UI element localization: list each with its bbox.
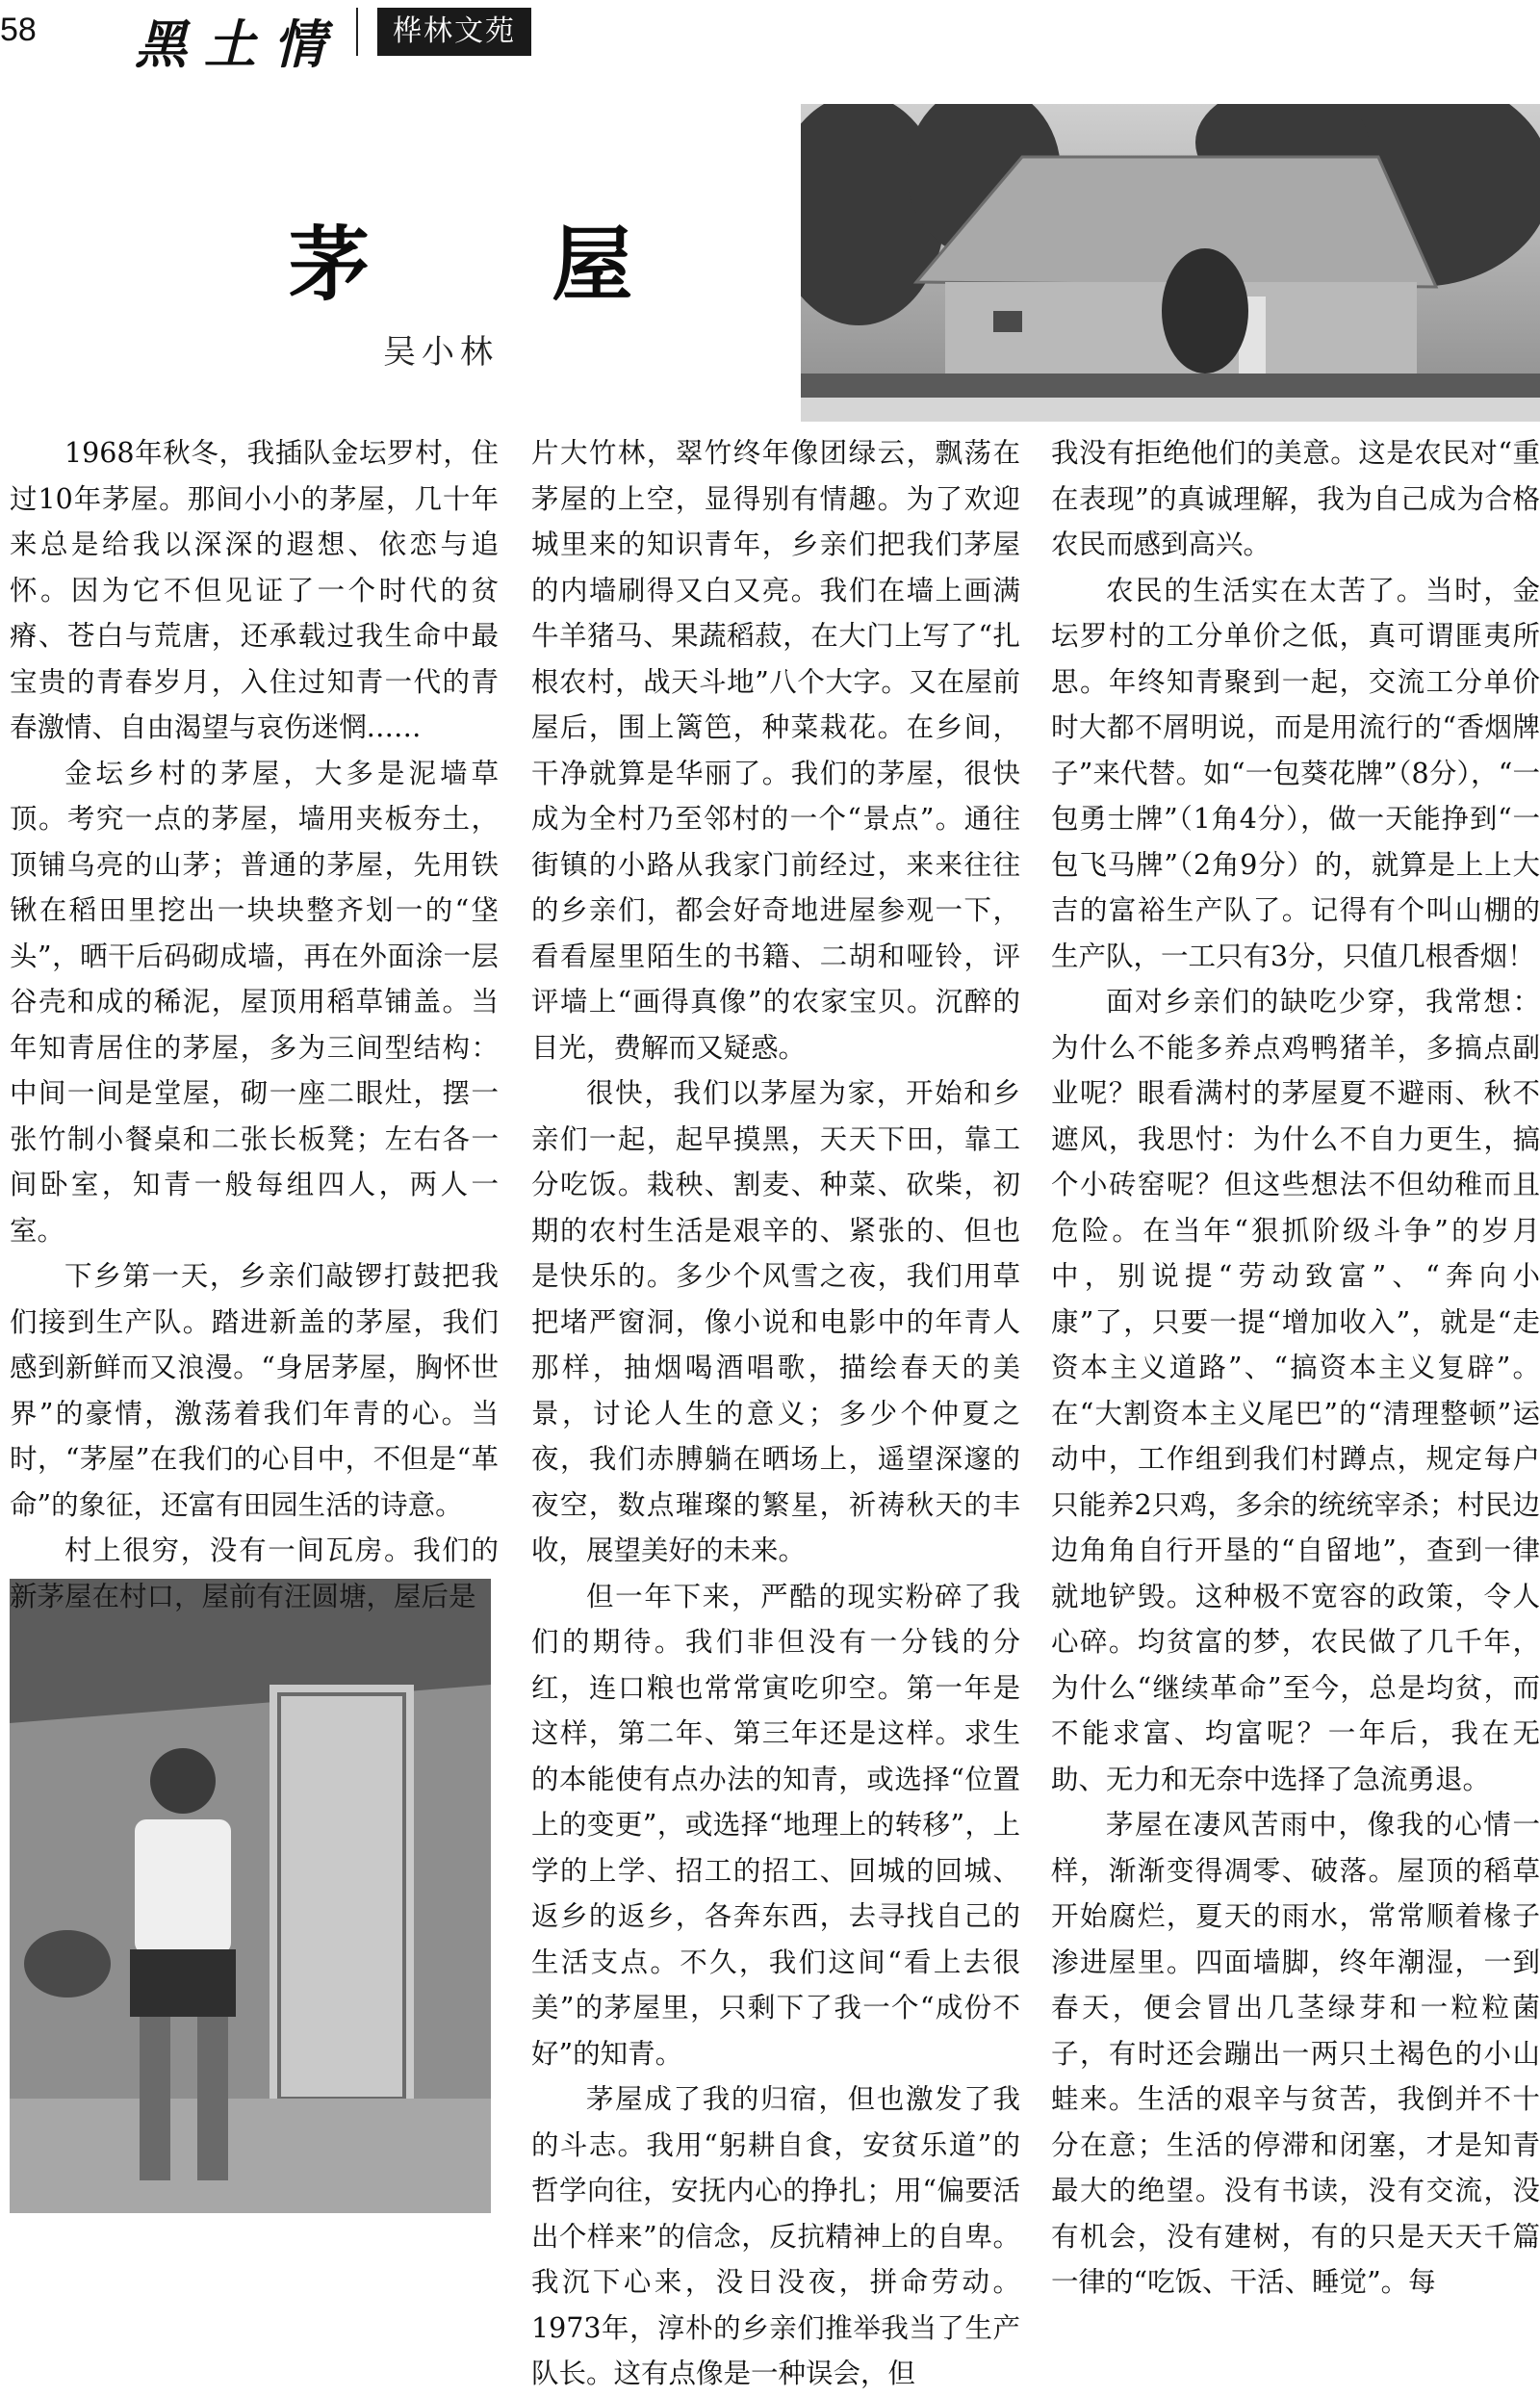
portrait-photo	[10, 1579, 491, 2213]
paragraph: 面对乡亲们的缺吃少穿，我常想：为什么不能多养点鸡鸭猪羊，多搞点副业呢？眼看满村的茅屋夏不避雨、秋不遮风，我思忖：为什么不自力更生，搞个小砖窑呢？但这些想法不但幼稚而且危险。在当年“狠抓阶级斗争”的岁月中，别说提“劳动致富”、“奔向小康”了，只要一提“增加收入”，就是“走资本主义道路”、“搞资本主义复辟”。在“大割资本主义尾巴”的“清理整顿”运动中，工作组到我们村蹲点，规定每户只能养2只鸡，多余的统统宰杀；村民边边角角自行开垦的“自留地”，查到一律就地铲毁。这种极不宽容的政策，令人心碎。均贫富的梦，农民做了几千年，为什么“继续革命”至今，总是均贫，而不能求富、均富呢？一年后，我在无助、无力和无奈中选择了急流勇退。	[1051, 986, 1540, 1795]
paragraph: 但一年下来，严酷的现实粉碎了我们的期待。我们非但没有一分钱的分红，连口粮也常常寅吃卯空。第一年是这样，第二年、第三年还是这样。求生的本能使有点办法的知青，或选择“位置上的变更”，或选择“地理上的转移”，上学的上学、招工的招工、回城的回城、返乡的返乡，各奔东西，去寻找自己的生活支点。不久，我们这间“看上去很美”的茅屋里，只剩下了我一个“成份不好”的知青。	[531, 1580, 1020, 2070]
text-column-2	[531, 430, 1020, 2397]
article-title: 茅 屋	[289, 217, 710, 312]
paragraph: 农民的生活实在太苦了。当时，金坛罗村的工分单价之低，真可谓匪夷所思。年终知青聚到一起，交流工分单价时大都不屑明说，而是用流行的“香烟牌子”来代替。如“一包葵花牌”（8分），“一包勇士牌”（1角4分），做一天能挣到“一包飞马牌”（2角9分）的，就算是上上大吉的富裕生产队了。记得有个叫山棚的生产队，一工只有3分，只值几根香烟！	[1051, 574, 1540, 972]
paragraph: 片大竹林，翠竹终年像团绿云，飘荡在茅屋的上空，显得别有情趣。为了欢迎城里来的知识青年，乡亲们把我们茅屋的内墙刷得又白又亮。我们在墙上画满牛羊猪马、果蔬稻菽，在大门上写了“扎根农村，战天斗地”八个大字。又在屋前屋后，围上篱笆，种菜栽花。在乡间，干净就算是华丽了。我们的茅屋，很快成为全村乃至邻村的一个“景点”。通往街镇的小路从我家门前经过，来来往往的乡亲们，都会好奇地进屋参观一下，看看屋里陌生的书籍、二胡和哑铃，评评墙上“画得真像”的农家宝贝。沉醉的目光，费解而又疑惑。	[531, 437, 1020, 1064]
text-column-1	[10, 430, 499, 1619]
paragraph: 茅屋在凄风苦雨中，像我的心情一样，渐渐变得凋零、破落。屋顶的稻草开始腐烂，夏天的雨水，常常顺着椽子渗进屋里。四面墙脚，终年潮湿，一到春天，便会冒出几茎绿芽和一粒粒菌子，有时还会蹦出一两只土褐色的小山蛙来。生活的艰辛与贫苦，我倒并不十分在意；生活的停滞和闭塞，才是知青最大的绝望。没有书读，没有交流，没有机会，没有建树，有的只是天天千篇一律的“吃饭、干活、睡觉”。每	[1051, 1809, 1540, 2298]
header-divider	[356, 8, 358, 56]
article-author: 吴小林	[383, 333, 499, 372]
paragraph: 金坛乡村的茅屋，大多是泥墙草顶。考究一点的茅屋，墙用夹板夯土，顶铺乌亮的山茅；普通的茅屋，先用铁锹在稻田里挖出一块块整齐划一的“垡头”，晒干后码砌成墙，再在外面涂一层谷壳和成的稀泥，屋顶用稻草铺盖。当年知青居住的茅屋，多为三间型结构：中间一间是堂屋，砌一座二眼灶，摆一张竹制小餐桌和二张长板凳；左右各一间卧室，知青一般每组四人，两人一室。	[10, 757, 499, 1247]
paragraph: 很快，我们以茅屋为家，开始和乡亲们一起，起早摸黑，天天下田，靠工分吃饭。栽秧、割麦、种菜、砍柴，初期的农村生活是艰辛的、紧张的、但也是快乐的。多少个风雪之夜，我们用草把堵严窗洞，像小说和电影中的年青人那样，抽烟喝酒唱歌，描绘春天的美景，讨论人生的意义；多少个仲夏之夜，我们赤膊躺在晒场上，遥望深邃的夜空，数点璀璨的繁星，祈祷秋天的丰收，展望美好的未来。	[531, 1077, 1020, 1566]
paragraph: 我没有拒绝他们的美意。这是农民对“重在表现”的真诚理解，我为自己成为合格农民而感到高兴。	[1051, 437, 1540, 560]
thatched-hut-photo	[801, 104, 1540, 422]
paragraph: 1968年秋冬，我插队金坛罗村，住过10年茅屋。那间小小的茅屋，几十年来总是给我以深深的遐想、依恋与追怀。因为它不但见证了一个时代的贫瘠、苍白与荒唐，还承载过我生命中最宝贵的青春岁月，入住过知青一代的青春激情、自由渴望与哀伤迷惘……	[10, 437, 499, 743]
page-number: 58	[0, 12, 37, 48]
magazine-logo: 黑土情	[135, 13, 343, 75]
section-tag: 桦林文苑	[377, 8, 531, 56]
text-column-3	[1051, 430, 1540, 2306]
paragraph: 茅屋成了我的归宿，但也激发了我的斗志。我用“躬耕自食，安贫乐道”的哲学向往，安抚内心的挣扎；用“偏要活出个样来”的信念，反抗精神上的自卑。我沉下心来，没日没夜，拼命劳动。1973年，淳朴的乡亲们推举我当了生产队长。这有点像是一种误会，但	[531, 2083, 1020, 2389]
paragraph: 村上很穷，没有一间瓦房。我们的新茅屋在村口，屋前有汪圆塘，屋后是	[10, 1534, 499, 1612]
paragraph: 下乡第一天，乡亲们敲锣打鼓把我们接到生产队。踏进新盖的茅屋，我们感到新鲜而又浪漫。“身居茅屋，胸怀世界”的豪情，激荡着我们年青的心。当时，“茅屋”在我们的心目中，不但是“革命”的象征，还富有田园生活的诗意。	[10, 1260, 499, 1521]
